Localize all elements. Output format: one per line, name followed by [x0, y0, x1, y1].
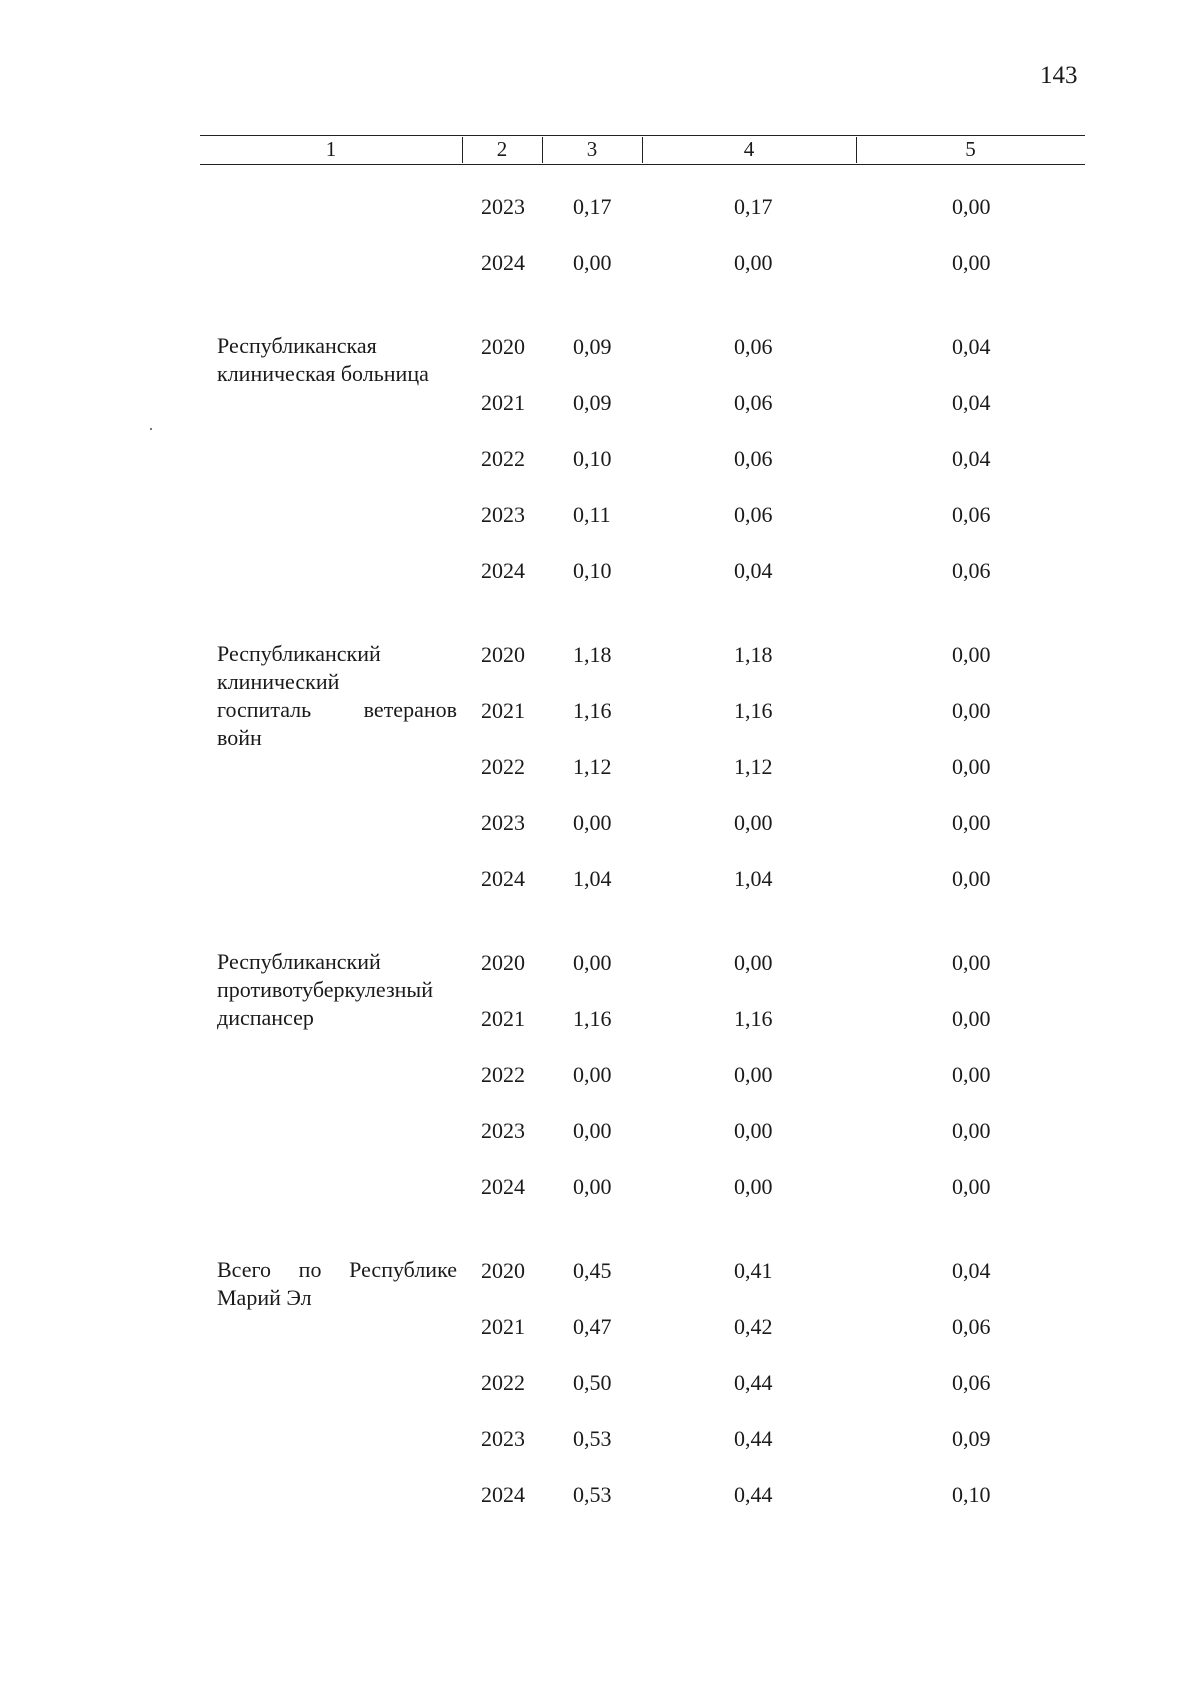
- group-name-line: войн: [217, 725, 262, 750]
- column-header-3: 3: [586, 137, 598, 161]
- year-cell: 2024: [481, 558, 525, 583]
- group-name-word: Всего: [217, 1257, 271, 1282]
- value-cell-col4: 1,12: [734, 754, 773, 779]
- group-name-word: ветеранов: [363, 697, 457, 722]
- year-cell: 2021: [481, 1006, 525, 1031]
- year-cell: 2023: [481, 810, 525, 835]
- value-cell-col5: 0,06: [952, 1370, 991, 1395]
- year-cell: 2023: [481, 1426, 525, 1451]
- value-cell-col4: 0,00: [734, 1174, 773, 1199]
- group-name: [217, 640, 457, 752]
- group-name: [217, 332, 457, 388]
- column-header-5: 5: [965, 137, 976, 161]
- year-cell: 2022: [481, 446, 525, 471]
- year-cell: 2024: [481, 250, 525, 275]
- year-cell: 2024: [481, 1174, 525, 1199]
- value-cell-col4: 0,42: [734, 1314, 773, 1339]
- value-cell-col3: 0,11: [573, 502, 611, 527]
- value-cell-col4: 0,04: [734, 558, 773, 583]
- group-name: [217, 1256, 457, 1312]
- group-name: [217, 948, 457, 1032]
- value-cell-col5: 0,00: [952, 810, 991, 835]
- value-cell-col3: 0,10: [573, 558, 612, 583]
- value-cell-col4: 0,06: [734, 390, 773, 415]
- value-cell-col3: 0,45: [573, 1258, 612, 1283]
- value-cell-col5: 0,06: [952, 502, 991, 527]
- value-cell-col3: 1,16: [573, 1006, 612, 1031]
- header-top-rule: [200, 135, 1085, 136]
- value-cell-col3: 1,16: [573, 698, 612, 723]
- year-cell: 2020: [481, 950, 525, 975]
- year-cell: 2021: [481, 1314, 525, 1339]
- value-cell-col3: 0,50: [573, 1370, 612, 1395]
- group-name-line: Марий Эл: [217, 1285, 312, 1310]
- value-cell-col3: 0,09: [573, 334, 612, 359]
- year-cell: 2021: [481, 698, 525, 723]
- header-bottom-rule: [200, 164, 1085, 165]
- group-name-word: Республике: [349, 1257, 457, 1282]
- value-cell-col5: 0,06: [952, 1314, 991, 1339]
- value-cell-col3: 0,09: [573, 390, 612, 415]
- value-cell-col4: 0,44: [734, 1482, 773, 1507]
- value-cell-col4: 0,41: [734, 1258, 773, 1283]
- group-name-line: [217, 1256, 457, 1284]
- value-cell-col4: 1,18: [734, 642, 773, 667]
- year-cell: 2024: [481, 1482, 525, 1507]
- group-name-line: клинический: [217, 669, 340, 694]
- value-cell-col5: 0,00: [952, 698, 991, 723]
- value-cell-col3: 0,00: [573, 1174, 612, 1199]
- group-name-line: клиническая больница: [217, 361, 429, 386]
- value-cell-col5: 0,00: [952, 754, 991, 779]
- value-cell-col4: 0,06: [734, 502, 773, 527]
- value-cell-col4: 0,00: [734, 250, 773, 275]
- value-cell-col3: 0,47: [573, 1314, 612, 1339]
- year-cell: 2023: [481, 502, 525, 527]
- value-cell-col5: 0,10: [952, 1482, 991, 1507]
- value-cell-col4: 1,04: [734, 866, 773, 891]
- group-name-line: Республиканский: [217, 641, 381, 666]
- scan-speck: [150, 428, 152, 430]
- group-name-word: по: [298, 1257, 322, 1282]
- value-cell-col4: 1,16: [734, 1006, 773, 1031]
- year-cell: 2023: [481, 1118, 525, 1143]
- value-cell-col3: 0,53: [573, 1482, 612, 1507]
- group-name-word: госпиталь: [217, 697, 312, 722]
- table-header: [200, 135, 1085, 165]
- value-cell-col5: 0,04: [952, 446, 991, 471]
- value-cell-col3: 0,00: [573, 1062, 612, 1087]
- value-cell-col5: 0,00: [952, 1118, 991, 1143]
- value-cell-col5: 0,04: [952, 334, 991, 359]
- value-cell-col5: 0,00: [952, 866, 991, 891]
- value-cell-col4: 0,00: [734, 1062, 773, 1087]
- value-cell-col4: 0,06: [734, 334, 773, 359]
- value-cell-col4: 0,00: [734, 1118, 773, 1143]
- value-cell-col4: 1,16: [734, 698, 773, 723]
- group-name-line: диспансер: [217, 1005, 314, 1030]
- group-name-line: [217, 696, 457, 724]
- year-cell: 2021: [481, 390, 525, 415]
- value-cell-col5: 0,00: [952, 1062, 991, 1087]
- year-cell: 2020: [481, 334, 525, 359]
- value-cell-col5: 0,00: [952, 250, 991, 275]
- value-cell-col5: 0,06: [952, 558, 991, 583]
- value-cell-col3: 0,17: [573, 194, 612, 219]
- value-cell-col3: 1,18: [573, 642, 612, 667]
- year-cell: 2022: [481, 1370, 525, 1395]
- column-header-1: 1: [325, 137, 337, 161]
- value-cell-col3: 0,53: [573, 1426, 612, 1451]
- column-header-4: 4: [743, 137, 755, 161]
- value-cell-col4: 0,00: [734, 950, 773, 975]
- value-cell-col5: 0,00: [952, 1006, 991, 1031]
- value-cell-col4: 0,44: [734, 1426, 773, 1451]
- year-cell: 2022: [481, 1062, 525, 1087]
- value-cell-col5: 0,04: [952, 1258, 991, 1283]
- value-cell-col3: 0,00: [573, 810, 612, 835]
- year-cell: 2024: [481, 866, 525, 891]
- value-cell-col4: 0,17: [734, 194, 773, 219]
- value-cell-col3: 0,00: [573, 1118, 612, 1143]
- value-cell-col5: 0,09: [952, 1426, 991, 1451]
- year-cell: 2023: [481, 194, 525, 219]
- page-number: 143: [1040, 62, 1078, 89]
- year-cell: 2020: [481, 642, 525, 667]
- value-cell-col3: 1,04: [573, 866, 612, 891]
- group-name-line: Республиканский: [217, 949, 381, 974]
- year-cell: 2022: [481, 754, 525, 779]
- column-header-2: 2: [496, 137, 508, 161]
- value-cell-col4: 0,00: [734, 810, 773, 835]
- group-name-line: Республиканская: [217, 333, 377, 358]
- value-cell-col3: 0,10: [573, 446, 612, 471]
- group-name-line: противотуберкулезный: [217, 977, 433, 1002]
- value-cell-col4: 0,44: [734, 1370, 773, 1395]
- value-cell-col5: 0,00: [952, 950, 991, 975]
- value-cell-col4: 0,06: [734, 446, 773, 471]
- value-cell-col5: 0,04: [952, 390, 991, 415]
- value-cell-col3: 1,12: [573, 754, 612, 779]
- value-cell-col3: 0,00: [573, 250, 612, 275]
- year-cell: 2020: [481, 1258, 525, 1283]
- value-cell-col5: 0,00: [952, 1174, 991, 1199]
- value-cell-col5: 0,00: [952, 194, 991, 219]
- value-cell-col5: 0,00: [952, 642, 991, 667]
- value-cell-col3: 0,00: [573, 950, 612, 975]
